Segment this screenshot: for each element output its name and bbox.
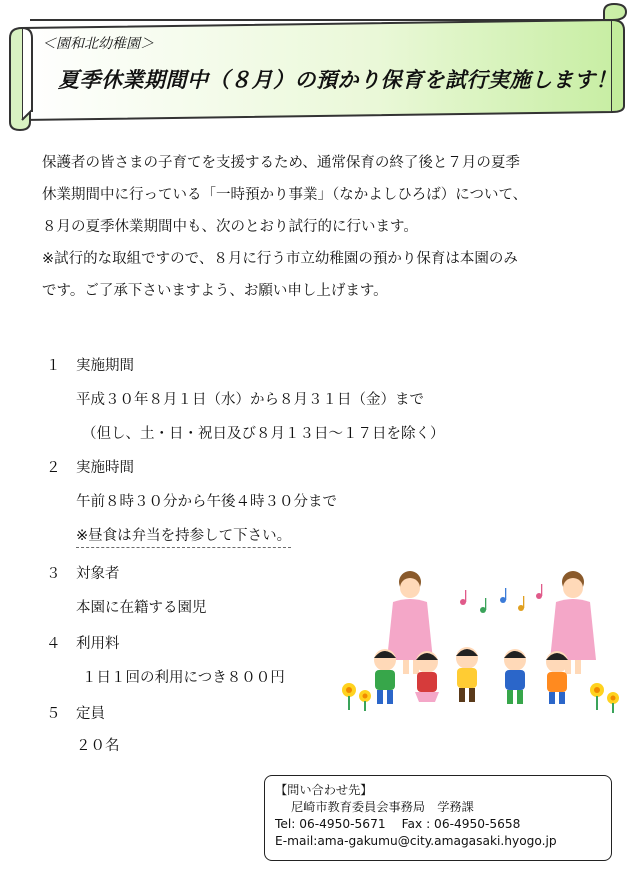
section-heading: 利用料 (76, 636, 120, 652)
intro-paragraph (42, 147, 622, 307)
section-number: ３ (46, 566, 61, 582)
contact-phone: Tel: 06-4950-5671 Fax : 06-4950-5658 (275, 817, 521, 831)
section-number: ５ (46, 706, 61, 722)
teachers-children-illustration (335, 568, 625, 718)
contact-department: 尼崎市教育委員会事務局 学務課 (291, 800, 474, 814)
section-number: ４ (46, 636, 61, 652)
eligibility-text: 本園に在籍する園児 (76, 600, 207, 616)
section-heading: 定員 (76, 706, 105, 722)
period-exclusion: （但し、土・日・祝日及び８月１３日〜１７日を除く） (82, 426, 445, 442)
section-heading: 実施期間 (76, 358, 134, 374)
fee-text: １日１回の利用につき８００円 (82, 670, 285, 686)
period-dates: 平成３０年８月１日（水）から８月３１日（金）まで (76, 392, 424, 408)
intro-line: 休業期間中に行っている「一時預かり事業」（なかよしひろば）について、 (42, 187, 528, 203)
page-title: 夏季休業期間中（８月）の預かり保育を試行実施します！ (58, 68, 617, 92)
capacity-text: ２０名 (76, 738, 120, 754)
intro-line: です。ご了承下さいますよう、お願い申し上げます。 (42, 283, 388, 299)
contact-email[interactable]: E-mail:ama-gakumu@city.amagasaki.hyogo.jp (275, 834, 557, 848)
intro-line: 保護者の皆さまの子育てを支援するため、通常保育の終了後と７月の夏季 (42, 155, 520, 171)
contact-heading: 【問い合わせ先】 (275, 783, 373, 797)
section-heading: 対象者 (76, 566, 120, 582)
section-heading: 実施時間 (76, 460, 134, 476)
kindergarten-name: ＜園和北幼稚園＞ (42, 36, 154, 52)
section-number: １ (46, 358, 61, 374)
section-number: ２ (46, 460, 61, 476)
intro-line: ※試行的な取組ですので、８月に行う市立幼稚園の預かり保育は本園のみ (42, 251, 518, 267)
intro-line: ８月の夏季休業期間中も、次のとおり試行的に行います。 (42, 219, 418, 235)
contact-box (264, 775, 612, 861)
lunch-note: ※昼食は弁当を持参して下さい。 (76, 524, 291, 548)
music-notes-icon (460, 584, 542, 613)
hours-range: 午前８時３０分から午後４時３０分まで (76, 494, 337, 510)
